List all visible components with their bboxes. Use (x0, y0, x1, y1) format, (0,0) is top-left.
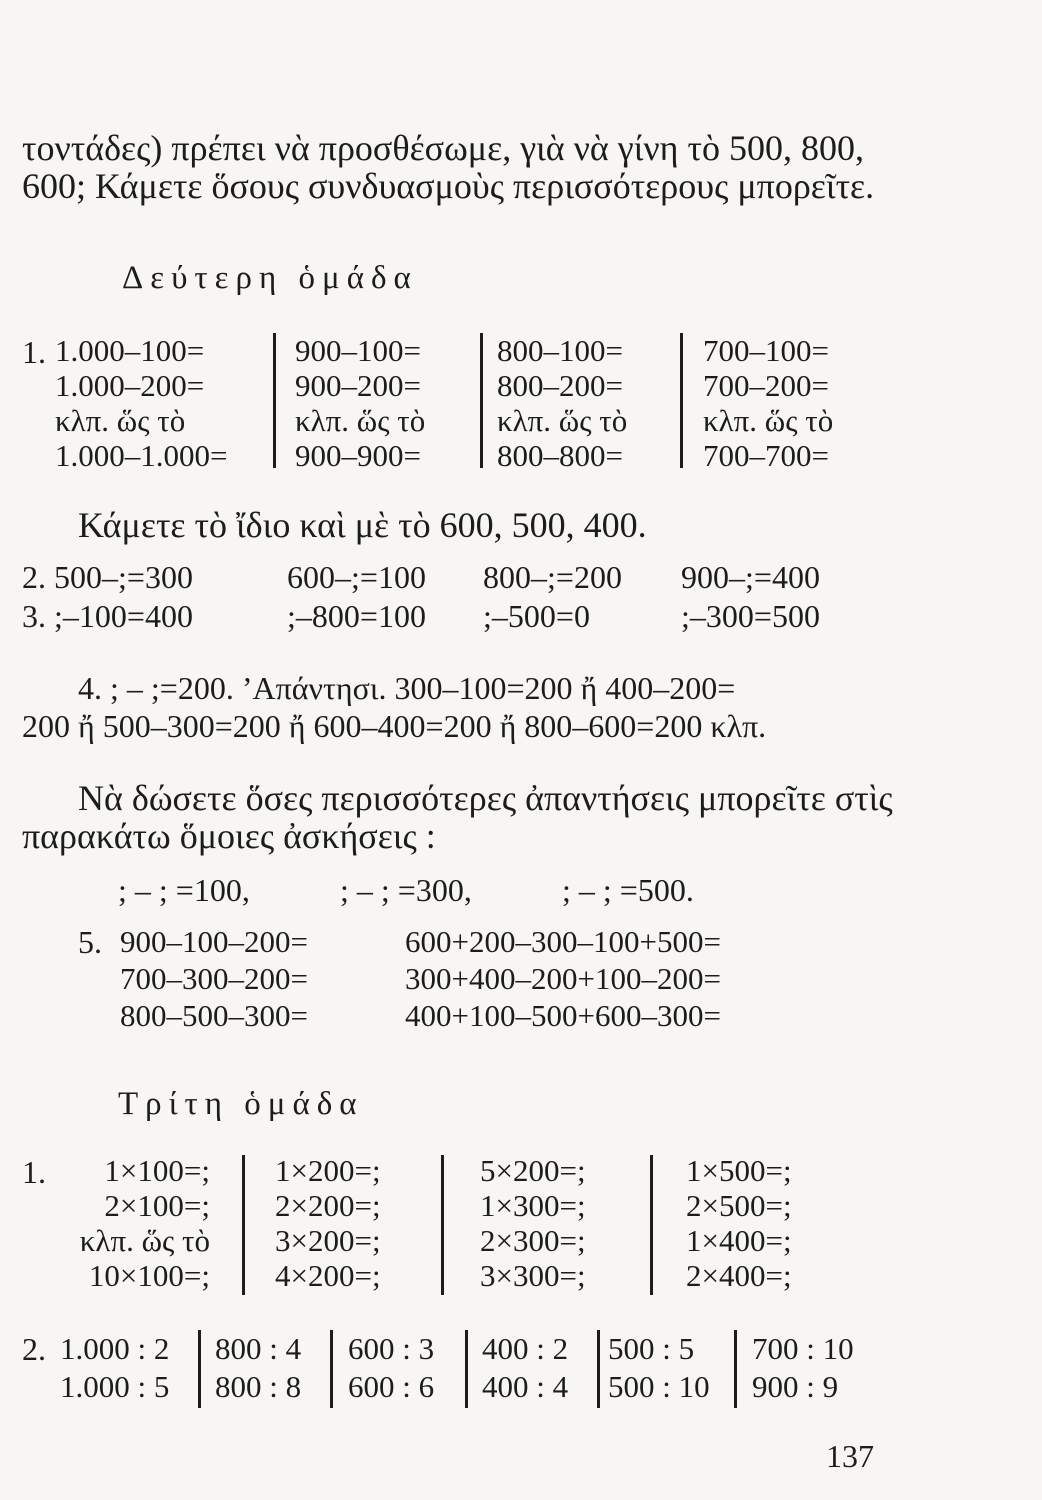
cell: 800 : 4 (215, 1331, 302, 1366)
cell: 2×200=; (275, 1188, 381, 1223)
cell: 1.000 : 5 (60, 1369, 170, 1404)
divider (734, 1330, 737, 1408)
divider (441, 1155, 444, 1295)
g3-ex2-number: 2. (22, 1331, 46, 1367)
cell: 400 : 4 (482, 1369, 569, 1404)
more-line-2: παρακάτω ὅμοιες ἀσκήσεις : (22, 816, 436, 856)
cell: 2×400=; (686, 1258, 792, 1293)
g3-ex2-col6 (752, 1330, 854, 1406)
cell: 1×300=; (480, 1188, 586, 1223)
cell: 500 : 10 (608, 1369, 710, 1404)
cell: 5×200=; (480, 1153, 586, 1188)
cell: 600 : 3 (348, 1331, 435, 1366)
cell: 900–100= (295, 333, 421, 368)
cell: 900–200= (295, 368, 421, 403)
cell: 700 : 10 (752, 1331, 854, 1366)
cell: 3×300=; (480, 1258, 586, 1293)
divider (650, 1155, 653, 1295)
cell: 700–100= (703, 333, 829, 368)
g3-ex1-col2 (275, 1153, 381, 1293)
divider (465, 1330, 468, 1408)
cell: 1.000–200= (55, 368, 205, 403)
similar-1: ; – ; =100, (118, 872, 250, 908)
cell: 900–900= (295, 438, 421, 473)
group2-heading: Δεύτερη ὁμάδα (122, 260, 418, 296)
divider (273, 333, 276, 468)
ex5-number: 5. (78, 924, 102, 960)
ex2-c: 800–;=200 (483, 559, 622, 595)
cell: 2×300=; (480, 1223, 586, 1258)
divider (597, 1330, 600, 1408)
cell: 4×200=; (275, 1258, 381, 1293)
cell: 1.000 : 2 (60, 1331, 170, 1366)
g3-ex1-col3 (480, 1153, 586, 1293)
cell: 400 : 2 (482, 1331, 569, 1366)
cell: 900 : 9 (752, 1369, 839, 1404)
similar-3: ; – ; =500. (562, 872, 694, 908)
cell: 700–700= (703, 438, 829, 473)
g3-ex1-col1 (50, 1153, 210, 1293)
cell: 900–100–200= (120, 924, 308, 959)
cell: κλπ. ὥς τὸ (703, 403, 834, 438)
same-note: Κάμετε τὸ ἴδιο καὶ μὲ τὸ 600, 500, 400. (78, 505, 647, 545)
page-number: 137 (826, 1438, 874, 1474)
ex2-d: 900–;=400 (681, 559, 820, 595)
divider (242, 1155, 245, 1295)
cell: 500 : 5 (608, 1331, 695, 1366)
ex3-b: ;–800=100 (287, 598, 426, 634)
g3-ex2-col4 (482, 1330, 568, 1406)
cell: 1×200=; (275, 1153, 381, 1188)
ex4-line-2: 200 ἤ 500–300=200 ἤ 600–400=200 ἤ 800–600=200 κλπ. (22, 708, 767, 744)
intro-line-1: τοντάδες) πρέπει νὰ προσθέσωμε, γιὰ νὰ γίνη τὸ 500, 800, (22, 128, 864, 168)
ex3-a: 3. ;–100=400 (22, 598, 193, 634)
cell: 1×100=; (104, 1153, 210, 1188)
ex3-d: ;–300=500 (681, 598, 820, 634)
cell: 600+200–300–100+500= (405, 924, 721, 959)
divider (480, 333, 483, 468)
cell: 800–800= (497, 438, 623, 473)
g2-ex1-col2 (295, 333, 425, 473)
g3-ex1-number: 1. (22, 1154, 46, 1190)
cell: κλπ. ὥς τὸ (295, 403, 426, 438)
g3-ex2-col2 (215, 1330, 301, 1406)
divider (680, 333, 683, 468)
g3-ex2-col3 (348, 1330, 434, 1406)
similar-2: ; – ; =300, (340, 872, 472, 908)
cell: κλπ. ὥς τὸ (55, 403, 186, 438)
cell: 600 : 6 (348, 1369, 435, 1404)
ex2-b: 600–;=100 (287, 559, 426, 595)
cell: 1×500=; (686, 1153, 792, 1188)
ex4-line-1: 4. ; – ;=200. ’Απάντησι. 300–100=200 ἤ 400–200= (78, 670, 736, 706)
cell: 700–300–200= (120, 961, 308, 996)
g3-ex1-col4 (686, 1153, 792, 1293)
cell: 1×400=; (686, 1223, 792, 1258)
cell: 800–200= (497, 368, 623, 403)
ex3-c: ;–500=0 (483, 598, 590, 634)
cell: 300+400–200+100–200= (405, 961, 721, 996)
cell: 2×100=; (104, 1188, 210, 1223)
ex5-left (120, 923, 308, 1034)
cell: 800 : 8 (215, 1369, 302, 1404)
cell: 700–200= (703, 368, 829, 403)
divider (198, 1330, 201, 1408)
more-line-1: Νὰ δώσετε ὅσες περισσότερες ἀπαντήσεις μπορεῖτε στὶς (78, 778, 893, 818)
cell: 400+100–500+600–300= (405, 998, 721, 1033)
cell: 1.000–100= (55, 333, 205, 368)
cell: 800–100= (497, 333, 623, 368)
intro-line-2: 600; Κάμετε ὅσους συνδυασμοὺς περισσότερους μπορεῖτε. (22, 166, 875, 206)
ex5-right (405, 923, 721, 1034)
cell: 10×100=; (88, 1258, 210, 1293)
divider (330, 1330, 333, 1408)
g2-ex1-col1 (55, 333, 227, 473)
cell: κλπ. ὥς τὸ (497, 403, 628, 438)
cell: κλπ. ὥς τὸ (79, 1223, 210, 1258)
group3-heading: Τρίτη ὁμάδα (118, 1086, 364, 1122)
g2-ex1-col3 (497, 333, 627, 473)
g2-ex1-col4 (703, 333, 833, 473)
cell: 3×200=; (275, 1223, 381, 1258)
g3-ex2-col1 (60, 1330, 169, 1406)
ex2-a: 2. 500–;=300 (22, 559, 193, 595)
cell: 2×500=; (686, 1188, 792, 1223)
ex1-number: 1. (22, 334, 46, 370)
g3-ex2-col5 (608, 1330, 710, 1406)
cell: 1.000–1.000= (55, 438, 228, 473)
cell: 800–500–300= (120, 998, 308, 1033)
